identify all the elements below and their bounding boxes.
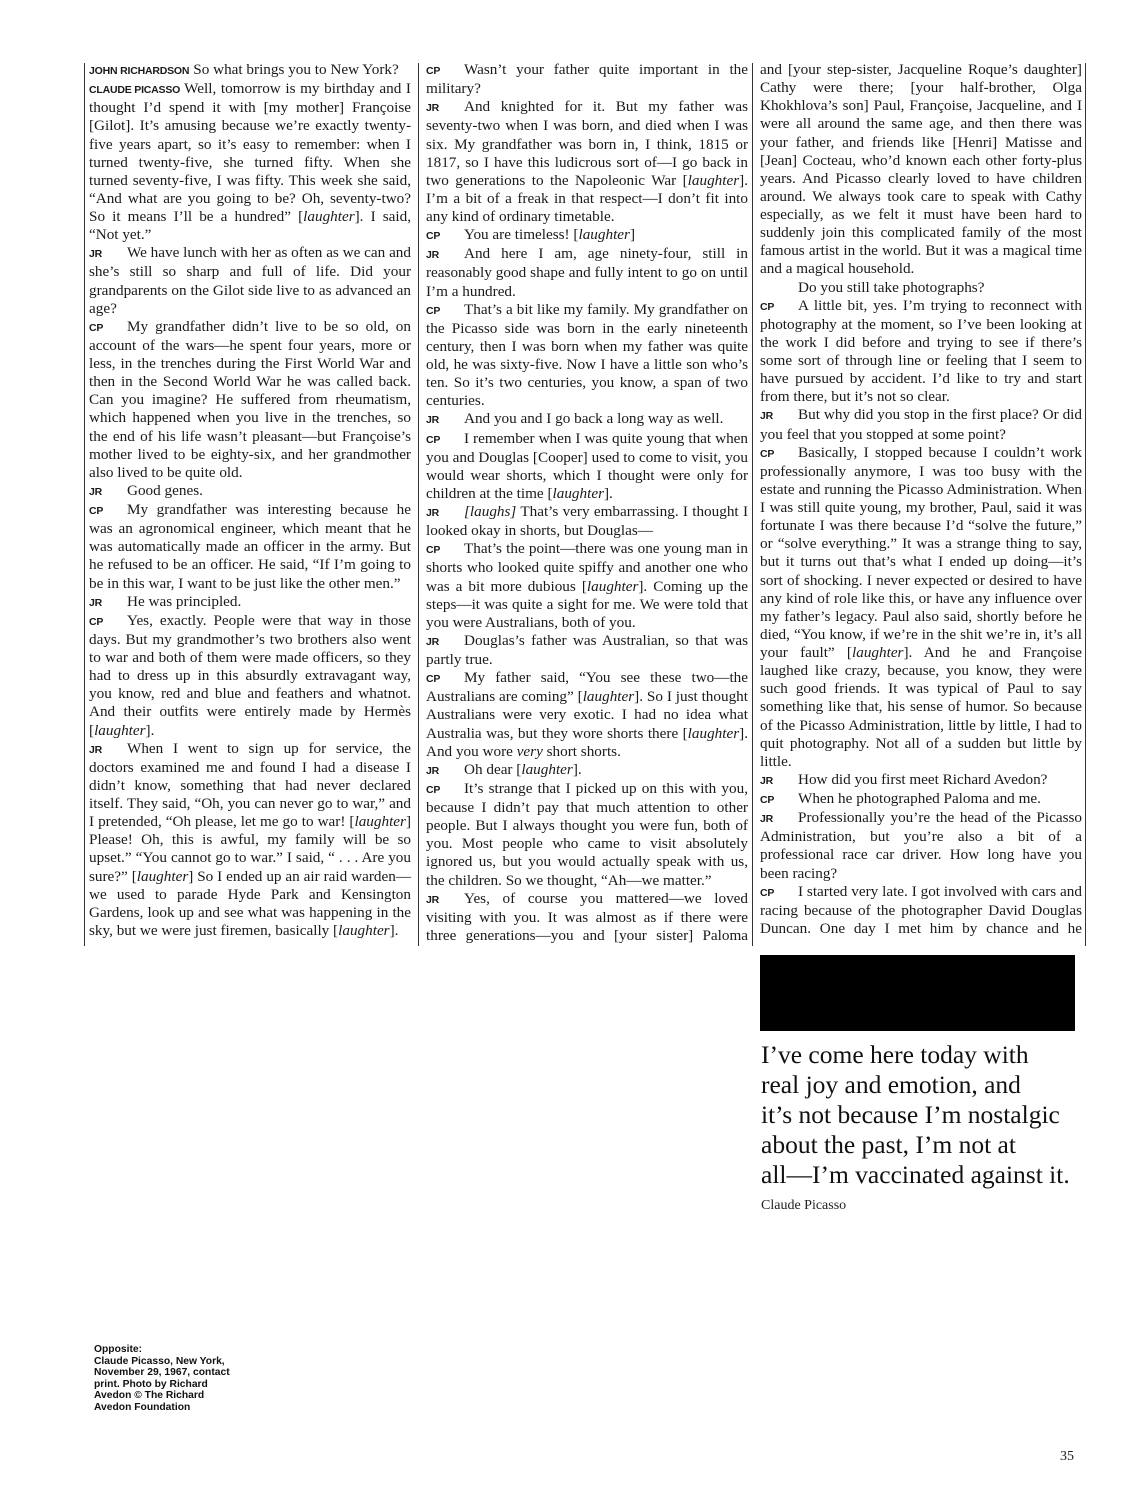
speaker-label: JR: [760, 774, 774, 787]
interview-paragraph: [426, 890, 748, 945]
paragraph-text: That’s very embarrassing. I thought I looked okay in shorts, but Douglas—: [426, 503, 748, 540]
speaker-label: CP: [89, 505, 104, 517]
paragraph-text: ].: [572, 760, 582, 778]
interview-paragraph: [426, 245, 748, 300]
paragraph-text: And knighted for it. But my father was seventy-two when I was born, and died when I was six. My grandfather was born in, I think, 1815 or 1817, so I have this ludicrous sort of—I go back in two generations to the Napoleonic War [: [426, 98, 748, 189]
interview-paragraph: [426, 61, 748, 98]
italic-text: laughter: [521, 760, 573, 778]
paragraph-text: Douglas’s father was Australian, so that was partly true.: [426, 631, 748, 668]
paragraph-text: That’s a bit like my family. My grandfather on the Picasso side was born in the early nineteenth century, then I was born when my father was quite old, he was sixty-five. Now I have a little son who’s ten. So it’s two centuries, you know, a span of two centuries.: [426, 300, 748, 410]
italic-text: laughter: [687, 724, 740, 742]
interview-paragraph: [426, 503, 748, 540]
italic-text: very: [516, 742, 543, 760]
speaker-label: CP: [89, 321, 104, 334]
paragraph-text: Well, tomorrow is my birthday and I thought I’d spend it with [my mother] Françoise [Gilot]. It’s amusing because we’re exactly twenty-five years apart, so it’s easy to remember: when I turned twenty-five, she turned fifty. When she turned seventy-five, I was fifty. This week she said, “And what are you going to be? Oh, seventy-two? So it means I’ll be a hundred” [: [89, 80, 411, 225]
caption-line: November 29, 1967, contact: [94, 1367, 230, 1379]
paragraph-text: When he photographed Paloma and me.: [798, 790, 1041, 807]
speaker-label: CP: [760, 886, 775, 899]
interview-paragraph: [426, 226, 748, 245]
italic-text: laughter: [578, 226, 630, 244]
interview-paragraph: [426, 301, 748, 411]
paragraph-text: ]. So I just thought Australians were very exotic. I had no idea what Australia was, but they wore shorts there [: [426, 688, 748, 742]
interview-paragraph: [760, 61, 1082, 279]
speaker-label: JR: [426, 507, 440, 519]
interview-paragraph: [89, 740, 411, 940]
paragraph-text: Yes, of course you mattered—we loved visiting with you. It was almost as if there were three generations—you and [your sister] Paloma: [426, 889, 748, 944]
paragraph-text: ]. I’m a bit of a freak in that respect—I don’t fit into any kind of ordinary timetable.: [426, 171, 748, 225]
interview-column-3: [760, 61, 1082, 938]
paragraph-text: and [your step-sister, Jacqueline Roque’s daughter] Cathy were there; [your half-brother, Olga Khokhlova’s son] Paul, Françoise, Jacqueline, and I were all around the same age, and then there was your father, and friends like [Henri] Matisse and [Jean] Cocteau, who’d known each other forty-plus years. And Picasso clearly loved to have children around. We always took care to speak with Cathy especially, as we felt it must have been hard to suddenly join this complicated family of the most famous artist in the world. But it was a magical time and a magical household.: [760, 61, 1082, 278]
interview-paragraph: [426, 632, 748, 669]
speaker-label: CP: [760, 300, 775, 313]
speaker-label: JR: [89, 596, 103, 609]
italic-text: laughter: [136, 867, 189, 885]
speaker-label: JR: [426, 764, 440, 777]
paragraph-text: Professionally you’re the head of the Picasso Administration, but you’re also a bit of a professional race car driver. How long have you been racing?: [760, 809, 1082, 882]
pull-quote-line: it’s not because I’m nostalgic: [761, 1100, 1060, 1129]
pull-quote-line: real joy and emotion, and: [761, 1070, 1021, 1099]
paragraph-text: Wasn’t your father quite important in the military?: [426, 61, 748, 98]
paragraph-text: ]. And he and Françoise laughed like crazy, because, you know, they were such good friends. It was typical of Paul to say something like that, his sense of humor. So because of the Picasso Administration, little by little, I had to quit photography. Not all of a sudden but little by little.: [760, 644, 1082, 770]
interview-paragraph: [89, 593, 411, 612]
speaker-label: CP: [426, 783, 441, 796]
paragraph-text: How did you first meet Richard Avedon?: [798, 770, 1048, 788]
speaker-label: JR: [89, 743, 103, 756]
speaker-label: JOHN RICHARDSON: [89, 65, 190, 77]
paragraph-text: I remember when I was quite young that when you and Douglas [Cooper] used to come to visit, you would wear shorts, which I thought were only for children at the time [: [426, 429, 748, 502]
interview-paragraph: [89, 61, 411, 80]
paragraph-text: And you and I go back a long way as well.: [464, 410, 724, 428]
interview-paragraph: [89, 318, 411, 482]
pull-quote-image-bar: [760, 955, 1075, 1031]
speaker-label: CP: [426, 673, 441, 686]
column-rule-right: [1085, 63, 1086, 946]
interview-paragraph: [760, 883, 1082, 938]
paragraph-text: A little bit, yes. I’m trying to reconnect with photography at the moment, so I’ve been looking at the work I did before and trying to see if there’s some sort of through line or feeling that I seem to have pursued by accident. I’d like to try and start from there, but it’s not so clear.: [760, 296, 1082, 406]
interview-paragraph: [760, 406, 1082, 443]
speaker-label: CP: [426, 65, 441, 77]
interview-paragraph: [760, 297, 1082, 407]
pull-quote-attribution: Claude Picasso: [761, 1198, 847, 1213]
paragraph-text: Good genes.: [127, 481, 203, 499]
paragraph-text: But why did you stop in the first place? Or did you feel that you stopped at some point?: [760, 406, 1082, 443]
interview-paragraph: [89, 80, 411, 244]
paragraph-text: And here I am, age ninety-four, still in reasonably good shape and fully intent to go on until I’m a hundred.: [426, 245, 748, 300]
speaker-label: CP: [426, 230, 441, 243]
interview-paragraph: [89, 501, 411, 593]
speaker-label: JR: [426, 893, 440, 906]
italic-text: laughter: [582, 688, 635, 706]
paragraph-text: ]: [629, 226, 635, 244]
speaker-label: JR: [89, 248, 103, 261]
interview-paragraph: [760, 790, 1082, 809]
paragraph-text: Yes, exactly. People were that way in those days. But my grandmother’s two brothers also went to war and both of them were made officers, so they had to dress up in this absurdly extravagant way, you know, red and blue and feathers and whatnot. And their outfits were entirely made by Hermès [: [89, 611, 411, 739]
italic-text: laughter: [687, 171, 740, 189]
column-rule-2: [752, 63, 753, 946]
interview-paragraph: [426, 669, 748, 761]
paragraph-text: When I went to sign up for service, the doctors examined me and found I had a disease I didn’t know, something that had never declared itself. They said, “Oh, you can never go to war,” and I pretended, “Oh please, let me go to war! [: [89, 739, 411, 831]
pull-quote-line: all—I’m vaccinated against it.: [761, 1160, 1070, 1189]
interview-paragraph: [89, 244, 411, 318]
italic-text: laughter: [354, 813, 406, 831]
speaker-label: JR: [760, 813, 774, 826]
paragraph-text: My grandfather didn’t live to be so old, on account of the wars—he spent four years, more or less, in the trenches during the First World War and then in the Second World War he was called back. Can you imagine? He suffered from rheumatism, which happened when you live in the trenches, so the end of his life wasn’t pleasant—but Françoise’s mother lived to be eighty-six, and her grandmother also lived to be quite old.: [89, 317, 411, 481]
interview-paragraph: [760, 279, 1082, 297]
caption-line: Avedon Foundation: [94, 1401, 191, 1413]
italic-text: laughter: [586, 577, 639, 595]
speaker-label: CP: [760, 447, 775, 460]
speaker-label: JR: [760, 410, 774, 423]
speaker-label: JR: [426, 102, 440, 115]
speaker-label: CP: [89, 615, 104, 628]
italic-text: laughter: [338, 921, 390, 939]
paragraph-text: I started very late. I got involved with cars and racing because of the photographer David Douglas Duncan. One day I met him by chance and he: [760, 882, 1082, 937]
italic-text: [laughs]: [464, 503, 517, 520]
paragraph-text: My father said, “You see these two—the Australians are coming” [: [426, 669, 748, 706]
page-number: 35: [1060, 1449, 1074, 1464]
paragraph-text: ]. And you wore: [426, 724, 748, 760]
pull-quote-line: about the past, I’m not at: [761, 1130, 1016, 1159]
speaker-label: CP: [426, 433, 441, 446]
interview-paragraph: [760, 444, 1082, 771]
interview-paragraph: [760, 809, 1082, 883]
paragraph-text: My grandfather was interesting because he was an agronomical engineer, which meant that he was automatically made an officer in the army. But he refused to be an officer. He said, “If I’m going to be in this war, I want to be just like the other men.”: [89, 501, 411, 592]
interview-paragraph: [426, 780, 748, 890]
paragraph-text: ].: [603, 484, 613, 502]
italic-text: laughter: [94, 721, 146, 739]
speaker-label: CP: [426, 304, 441, 317]
interview-column-2: [426, 61, 748, 945]
paragraph-text: ] Please! Oh, this is awful, my family will be so upset.” “You cannot go to war.” I said, “ . . . Are you sure?” [: [89, 813, 411, 885]
pull-quote: [761, 1040, 1101, 1190]
paragraph-text: Oh dear [: [464, 760, 522, 778]
paragraph-text: ]. Coming up the steps—it was quite a sight for me. We were told that you were Australians, both of you.: [426, 577, 748, 631]
caption-line: Claude Picasso, New York,: [94, 1355, 225, 1367]
caption-line: Opposite:: [94, 1344, 143, 1355]
speaker-label: JR: [426, 414, 440, 427]
interview-paragraph: [89, 482, 411, 501]
interview-paragraph: [426, 98, 748, 226]
italic-text: laughter: [552, 484, 604, 502]
paragraph-text: ].: [145, 721, 155, 739]
speaker-label: CP: [760, 794, 775, 806]
speaker-label: JR: [426, 249, 440, 262]
speaker-label: CP: [426, 544, 441, 557]
column-rule-left: [84, 63, 85, 946]
pull-quote-line: I’ve come here today with: [761, 1040, 1029, 1069]
paragraph-text: ].: [389, 921, 399, 939]
interview-paragraph: [426, 761, 748, 780]
interview-paragraph: [426, 430, 748, 504]
paragraph-text: You are timeless! [: [464, 226, 579, 244]
paragraph-text: ] So I ended up an air raid warden—we used to parade Hyde Park and Kensington Gardens, look up and see what was happening in the sky, but we were just firemen, basically [: [89, 867, 412, 939]
paragraph-text: So what brings you to New York?: [193, 61, 399, 78]
speaker-label: CLAUDE PICASSO: [89, 84, 181, 97]
interview-column-1: [89, 61, 411, 940]
paragraph-text: It’s strange that I picked up on this with you, because I didn’t pay that much attention to other people. But I always thought you were fun, both of you. Most people who came to visit absolutely ignored us, but you would actually speak with us, the children. So we thought, “Ah—we matter.”: [426, 779, 748, 889]
paragraph-text: We have lunch with her as often as we can and she’s still so sharp and full of life. Did your grandparents on the Gilot side live to as advanced an age?: [89, 244, 411, 317]
paragraph-text: He was principled.: [127, 592, 242, 610]
interview-paragraph: [426, 410, 748, 429]
interview-paragraph: [426, 540, 748, 632]
caption-line: print. Photo by Richard: [94, 1378, 208, 1390]
speaker-label: JR: [426, 635, 440, 648]
paragraph-text: Do you still take photographs?: [798, 278, 985, 296]
caption-line: Avedon © The Richard: [94, 1390, 205, 1402]
italic-text: laughter: [303, 208, 355, 225]
speaker-label: JR: [89, 485, 103, 498]
paragraph-text: short shorts.: [542, 742, 621, 760]
interview-paragraph: [760, 771, 1082, 790]
column-rule-1: [418, 63, 419, 946]
interview-paragraph: [89, 612, 411, 740]
paragraph-text: ]. I said, “Not yet.”: [89, 208, 411, 244]
paragraph-text: Basically, I stopped because I couldn’t work professionally anymore, I was too busy with the estate and running the Picasso Administration. When I was still quite young, my brother, Paul, said it was fortunate I was there because I’d “solve the future,” or “solve everything.” It was a strange thing to say, but it turns out that’s what I ended up doing—it’s sort of shocking. I never expected or desired to have any kind of role like this, or have any influence over my father’s legacy. Paul also said, shortly before he died, “You know, if we’re in the shit we’re in, it’s all your fault” [: [760, 443, 1082, 661]
paragraph-text: That’s the point—there was one young man in shorts who looked quite spiffy and another one who was a bit more dubious [: [426, 540, 748, 595]
photo-caption: [94, 1344, 284, 1414]
italic-text: laughter: [852, 644, 904, 661]
